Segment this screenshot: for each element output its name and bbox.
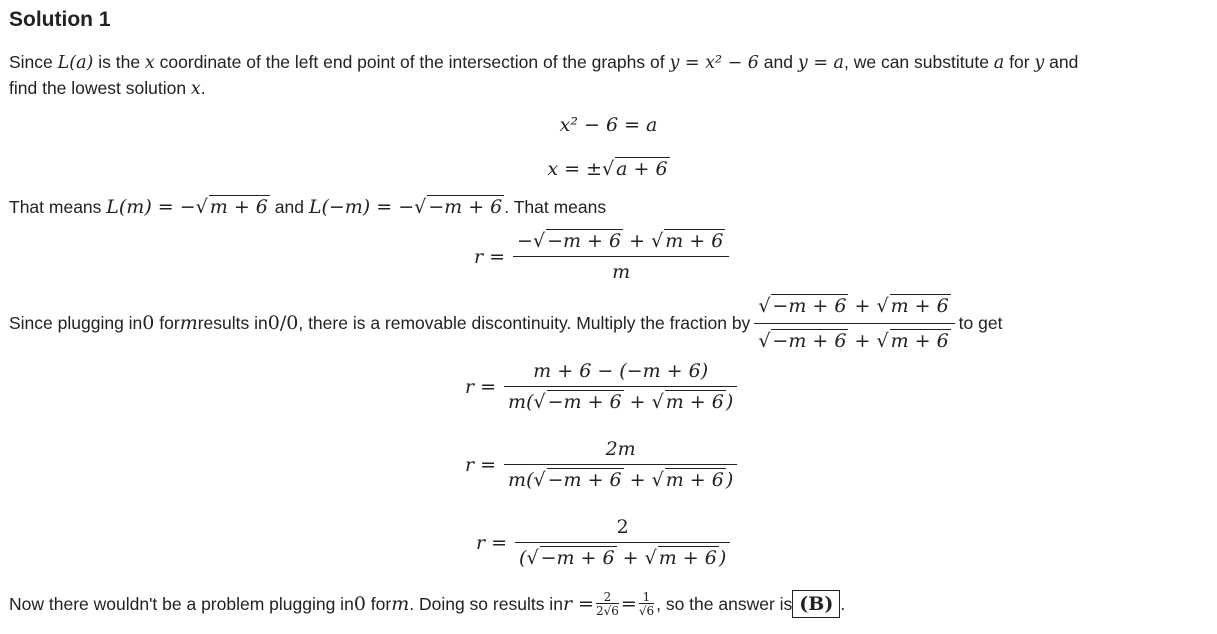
small-fraction-2: $\frac{1}{√6}$ — [638, 590, 655, 618]
equation-1: x² − 6 = a — [559, 114, 658, 136]
sqrt: √ −m + 6 — [414, 196, 503, 218]
text: . Doing so results in — [409, 594, 563, 614]
equation-6 — [476, 516, 730, 569]
equation-lhs: r = — [465, 453, 497, 476]
equation-lhs: r = — [474, 245, 506, 268]
math-x: x — [144, 53, 155, 73]
math-zero: 0 — [353, 593, 366, 615]
denominator: (√ −m + 6 + √ m + 6 ) — [515, 542, 730, 569]
answer-box: (B) — [792, 590, 840, 618]
text: to get — [958, 313, 1003, 333]
removable-discontinuity-paragraph — [9, 295, 1002, 351]
equation-3 — [474, 230, 729, 283]
text: and — [269, 197, 309, 217]
numerator: m + 6 − (−m + 6) — [533, 360, 709, 382]
denominator: m — [513, 256, 729, 283]
text: Since plugging in — [9, 313, 143, 333]
text: and — [758, 52, 798, 72]
denominator: √ −m + 6 + √ m + 6 — [754, 323, 954, 354]
text: and — [1044, 52, 1079, 72]
fraction — [504, 360, 737, 413]
math-a: a — [993, 53, 1005, 73]
math-l-of-m: L(m) = − — [106, 196, 196, 218]
denominator: m(√ −m + 6 + √ m + 6 ) — [504, 464, 737, 491]
sqrt: √ m + 6 — [195, 196, 268, 218]
math-equals: = — [620, 593, 637, 615]
that-means-paragraph — [9, 194, 606, 220]
math-x: x — [190, 79, 201, 99]
equation-2-lhs: x = ± — [547, 158, 603, 180]
numerator: −√ −m + 6 + √ m + 6 — [517, 230, 724, 252]
numerator: √ −m + 6 + √ m + 6 — [758, 294, 949, 317]
denominator: m(√ −m + 6 + √ m + 6 ) — [504, 386, 737, 413]
equation-5 — [465, 438, 737, 491]
math-y: y — [1034, 53, 1045, 73]
equation-lhs: r = — [465, 375, 497, 398]
small-fraction-1: $\frac{2}{2√6}$ — [595, 590, 619, 618]
text: , there is a removable discontinuity. Multiply the fraction by — [298, 313, 751, 333]
text: for — [370, 594, 392, 614]
text: . — [200, 78, 206, 98]
sqrt-arg: m + 6 — [209, 196, 268, 218]
text: . — [840, 594, 846, 614]
fraction — [513, 230, 729, 283]
solution-heading: Solution 1 — [9, 8, 111, 31]
text: , so the answer is — [656, 594, 793, 614]
math-l-of-a: L(a) — [57, 53, 94, 73]
math-m: m — [179, 312, 198, 334]
text: find the lowest solution — [9, 78, 191, 98]
math-m: m — [391, 593, 410, 615]
text: That means — [9, 197, 107, 217]
text: for — [159, 313, 180, 333]
sqrt-arg: a + 6 — [616, 158, 668, 180]
text: coordinate of the left end point of the intersection of the graphs of — [154, 52, 670, 72]
math-l-of-neg-m: L(−m) = − — [308, 196, 415, 218]
numerator: 2m — [605, 438, 636, 460]
sqrt-arg: −m + 6 — [428, 196, 503, 218]
text: Now there wouldn't be a problem plugging in — [9, 594, 354, 614]
sqrt: √ a + 6 — [602, 158, 668, 180]
intro-paragraph-line-1 — [9, 49, 1078, 76]
math-zero-over-zero: 0/0 — [267, 312, 299, 334]
equation-4 — [465, 360, 737, 413]
text: . That means — [504, 197, 607, 217]
equation-lhs: r = — [476, 531, 508, 554]
conjugate-fraction — [754, 293, 954, 354]
conclusion-paragraph — [9, 588, 845, 620]
text: Since — [9, 52, 58, 72]
equation-2 — [0, 158, 1217, 180]
text: for — [1004, 52, 1035, 72]
fraction — [504, 438, 737, 491]
intro-paragraph-line-2 — [9, 75, 206, 102]
math-line: y = a — [797, 53, 844, 73]
fraction — [515, 516, 730, 569]
math-r-equals: r = — [562, 593, 594, 615]
math-zero: 0 — [142, 312, 155, 334]
math-parabola: y = x² − 6 — [669, 53, 759, 73]
numerator: 2 — [616, 516, 629, 538]
text: is the — [93, 52, 145, 72]
text: results in — [197, 313, 268, 333]
text: , we can substitute — [843, 52, 994, 72]
